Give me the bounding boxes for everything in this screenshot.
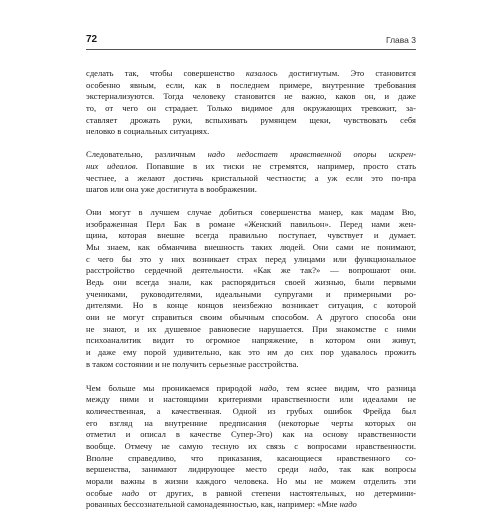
text-run: ставляет дрожать руки, вспыхивать румянцем щеки, чувствовать себя — [86, 114, 416, 125]
text-run: от других, в равной степени настоятельных, но детермини- — [139, 487, 417, 498]
text-run: Они могут в лучшем случае добиться совершенства манер, как мадам Вю, — [86, 206, 416, 217]
text-run: Следовательно, различным — [86, 149, 208, 160]
text-run: , так как вопросы — [326, 464, 416, 475]
text-run: расстройство сердечной деятельности. «Как же так?» — вопрошают они. — [86, 265, 416, 276]
text-run: особые — [86, 487, 122, 498]
text-run: . Попавшие в их тиски не стремятся, например, просто стать — [135, 160, 416, 171]
text-line — [86, 464, 416, 476]
paragraph-3 — [86, 207, 416, 371]
text-line — [86, 80, 416, 92]
italic-text: казалось — [245, 68, 278, 78]
text-line — [86, 476, 416, 488]
text-run: достигнутым. Это становится — [277, 68, 416, 78]
text-run: морали важны в жизни каждого человека. Но мы не можем отделить эти — [86, 476, 416, 487]
text-line — [86, 184, 416, 196]
text-line — [86, 418, 416, 430]
text-run: количественная, а качественная. Одной из грубых ошибок Фрейда был — [86, 405, 416, 416]
text-run: то, от чего он страдает. Только видимое для окружающих тревожит, за- — [86, 103, 416, 114]
page-number: 72 — [86, 34, 98, 45]
text-line — [86, 230, 416, 242]
paragraph-1 — [86, 68, 416, 138]
text-run: щина, которая внешне всегда правильно поступает, чувствует и думает. — [86, 230, 416, 241]
text-line — [86, 103, 416, 115]
text-line — [86, 254, 416, 266]
text-run: и даже ему порой удивительно, как это им до сих пор удавалось прожить — [86, 347, 416, 358]
text-line — [86, 488, 416, 500]
text-line — [86, 324, 416, 336]
text-run: Мы знаем, как обманчива внешность таких людей. Они сами не понимают, — [86, 241, 416, 252]
text-line — [86, 207, 416, 219]
text-line — [86, 277, 416, 289]
text-line — [86, 300, 416, 312]
text-line — [86, 394, 416, 406]
text-line — [86, 115, 416, 127]
text-line — [86, 68, 416, 80]
text-run: в таком состоянии и не получить серьезные расстройства. — [86, 358, 299, 369]
text-run: Вполне справедливо, что приказания, касающиеся нравственного со- — [86, 452, 416, 463]
text-line — [86, 441, 416, 453]
text-line — [86, 219, 416, 231]
text-run: неловко в социальных ситуациях. — [86, 126, 210, 137]
paragraph-2 — [86, 149, 416, 196]
italic-text: надо — [339, 499, 357, 510]
page-header — [86, 34, 416, 48]
text-run: учениками, руководителями, идеальными супругами и примерными ро- — [86, 288, 416, 299]
text-run: сделать так, чтобы совершенство — [86, 68, 246, 78]
italic-text: надо недостает нравственной опоры искрен- — [207, 149, 416, 160]
text-line — [86, 265, 416, 277]
text-line — [86, 383, 416, 395]
text-run: между ними и настоящими критериями нравственности или идеалами не — [86, 394, 416, 405]
text-run: Ведь они всегда знали, как распорядиться своей жизнью, были первыми — [86, 277, 416, 288]
text-run: дителями. Но в конце концов неизбежно возникает ситуация, с которой — [86, 300, 416, 311]
text-run: рованных бессознательной самонадеянностью, как, например: «Мне — [86, 499, 340, 510]
text-run: с чего бы это у них возникает страх перед улицами или функциональное — [86, 253, 416, 264]
text-line — [86, 91, 416, 103]
text-line — [86, 126, 416, 138]
text-run: они не могут справиться своим обычным способом. А другого способа они — [86, 312, 416, 323]
text-run: честнее, а желают достичь кристальной честности; а уж если это по-пра — [86, 172, 416, 183]
text-line — [86, 149, 416, 161]
text-run: вообще. Отмечу не самую тесную их связь с вопросами нравственности. — [86, 440, 416, 451]
italic-text: надо — [309, 464, 327, 475]
text-run: изображенная Перл Бак в романе «Женский павильон». Перед нами жен- — [86, 218, 416, 229]
text-run: особенно явным, если, как в последнем примере, внутренние требования — [86, 79, 416, 90]
text-run: не знают, и их душевное равновесие нарушается. При знакомстве с ними — [86, 323, 416, 334]
text-run: , тем яснее видим, что разница — [276, 382, 416, 393]
paragraph-4 — [86, 383, 416, 512]
text-line — [86, 406, 416, 418]
text-line — [86, 359, 416, 371]
text-line — [86, 161, 416, 173]
italic-text: надо — [122, 487, 140, 498]
text-run: экстернализуются. Тогда человеку становится не важно, каков он, и даже — [86, 91, 416, 102]
italic-text: них идеалов — [86, 160, 136, 171]
header-rule — [86, 49, 416, 50]
text-run: Чем больше мы проникаемся природой — [86, 382, 260, 393]
text-line — [86, 347, 416, 359]
text-line — [86, 429, 416, 441]
text-run: вершенства, занимают лидирующее место среди — [86, 464, 310, 475]
text-run: психоаналитик видит то огромное напряжение, в котором они живут, — [86, 335, 416, 346]
text-line — [86, 453, 416, 465]
text-line — [86, 173, 416, 185]
text-line — [86, 335, 416, 347]
italic-text: надо — [259, 382, 277, 393]
text-line — [86, 289, 416, 301]
text-run: шагов или она уже достигнута в воображении. — [86, 184, 257, 195]
page-body — [86, 68, 416, 522]
chapter-title: Глава 3 — [385, 35, 416, 45]
text-line — [86, 499, 416, 511]
text-line — [86, 312, 416, 324]
text-run: отметил и описал в качестве Супер-Эго) как на основу нравственности — [86, 429, 416, 440]
text-run: его взгляд на внутренние предписания (некоторые черты которых он — [86, 417, 416, 428]
text-line — [86, 242, 416, 254]
